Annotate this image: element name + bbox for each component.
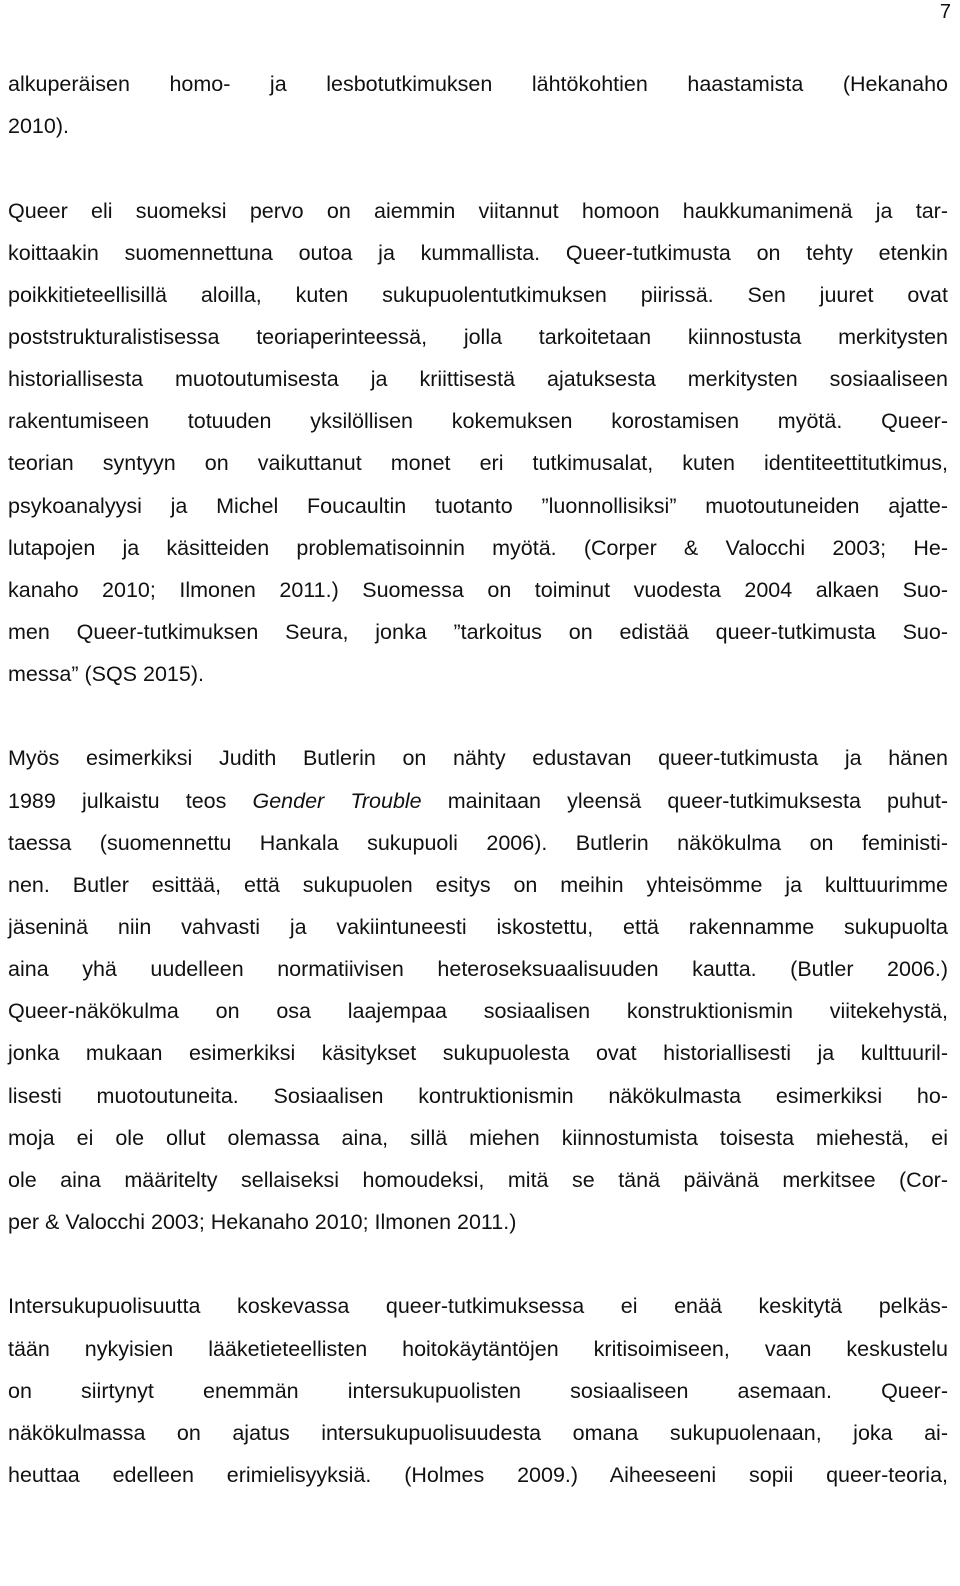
paragraph-line: Queer-näkökulma on osa laajempaa sosiaalisen konstruktionismin viitekehystä, (8, 999, 948, 1024)
paragraph-line: on siirtynyt enemmän intersukupuolisten sosiaaliseen asemaan. Queer- (8, 1378, 948, 1403)
line-text: 1989 julkaistu teos (8, 788, 253, 813)
paragraph-line: 2010). (8, 114, 69, 139)
book-title: Gender Trouble (252, 788, 422, 813)
paragraph-line: kanaho 2010; Ilmonen 2011.) Suomessa on toiminut vuodesta 2004 alkaen Suo- (8, 577, 948, 602)
page-number: 7 (939, 1, 951, 23)
paragraph-line: koittaakin suomennettuna outoa ja kummallista. Queer-tutkimusta on tehty etenkin (8, 240, 948, 265)
paragraph-line: lisesti muotoutuneita. Sosiaalisen kontruktionismin näkökulmasta esimerkiksi ho- (8, 1083, 948, 1108)
paragraph-line: moja ei ole ollut olemassa aina, sillä miehen kiinnostumista toisesta miehestä, ei (8, 1125, 948, 1150)
paragraph-line: Intersukupuolisuutta koskevassa queer-tutkimuksessa ei enää keskitytä pelkäs- (8, 1294, 948, 1319)
paragraph-line: historiallisesta muotoutumisesta ja kriittisestä ajatuksesta merkitysten sosiaaliseen (8, 367, 948, 391)
paragraph-line: nen. Butler esittää, että sukupuolen esitys on meihin yhteisömme ja kulttuurimme (8, 872, 948, 897)
paragraph-line: poststrukturalistisessa teoriaperinteessä, jolla tarkoitetaan kiinnostusta merkitysten (8, 324, 948, 349)
paragraph-line: taessa (suomennettu Hankala sukupuoli 2006). Butlerin näkökulma on feministi- (8, 830, 948, 855)
paragraph-line: heuttaa edelleen erimielisyyksiä. (Holmes 2009.) Aiheeseeni sopii queer-teoria, (8, 1463, 948, 1487)
paragraph-line: jonka mukaan esimerkiksi käsitykset sukupuolesta ovat historiallisesti ja kulttuuril- (8, 1041, 948, 1066)
paragraph-line: per & Valocchi 2003; Hekanaho 2010; Ilmonen 2011.) (8, 1210, 517, 1234)
paragraph-line: Myös esimerkiksi Judith Butlerin on nähty edustavan queer-tutkimusta ja hänen (8, 746, 948, 771)
line-text: mainitaan yleensä queer-tutkimuksesta puhut- (421, 788, 948, 813)
paragraph-line: ole aina määritelty sellaiseksi homoudeksi, mitä se tänä päivänä merkitsee (Cor- (8, 1167, 948, 1192)
paragraph-line (8, 788, 948, 814)
paragraph-line: lutapojen ja käsitteiden problematisoinnin myötä. (Corper & Valocchi 2003; He- (8, 535, 948, 560)
paragraph-line: psykoanalyysi ja Michel Foucaultin tuotanto ”luonnollisiksi” muotoutuneiden ajatte- (8, 493, 948, 518)
paragraph-line: alkuperäisen homo- ja lesbotutkimuksen lähtökohtien haastamista (Hekanaho (8, 72, 948, 96)
paragraph-line: men Queer-tutkimuksen Seura, jonka ”tarkoitus on edistää queer-tutkimusta Suo- (8, 619, 948, 644)
paragraph-line: messa” (SQS 2015). (8, 662, 204, 687)
paragraph-line: rakentumiseen totuuden yksilöllisen kokemuksen korostamisen myötä. Queer- (8, 409, 948, 434)
paragraph-line: poikkitieteellisillä aloilla, kuten sukupuolentutkimuksen piirissä. Sen juuret ovat (8, 282, 948, 307)
paragraph-line: aina yhä uudelleen normatiivisen heteroseksuaalisuuden kautta. (Butler 2006.) (8, 957, 948, 982)
paragraph-line: jäseninä niin vahvasti ja vakiintuneesti iskostettu, että rakennamme sukupuolta (8, 915, 948, 939)
paragraph-line: teorian syntyyn on vaikuttanut monet eri tutkimusalat, kuten identiteettitutkimus, (8, 451, 948, 476)
paragraph-line: tään nykyisien lääketieteellisten hoitokäytäntöjen kritisoimiseen, vaan keskustelu (8, 1336, 948, 1361)
paragraph-line: Queer eli suomeksi pervo on aiemmin viitannut homoon haukkumanimenä ja tar- (8, 198, 948, 223)
paragraph-line: näkökulmassa on ajatus intersukupuolisuudesta omana sukupuolenaan, joka ai- (8, 1420, 948, 1445)
